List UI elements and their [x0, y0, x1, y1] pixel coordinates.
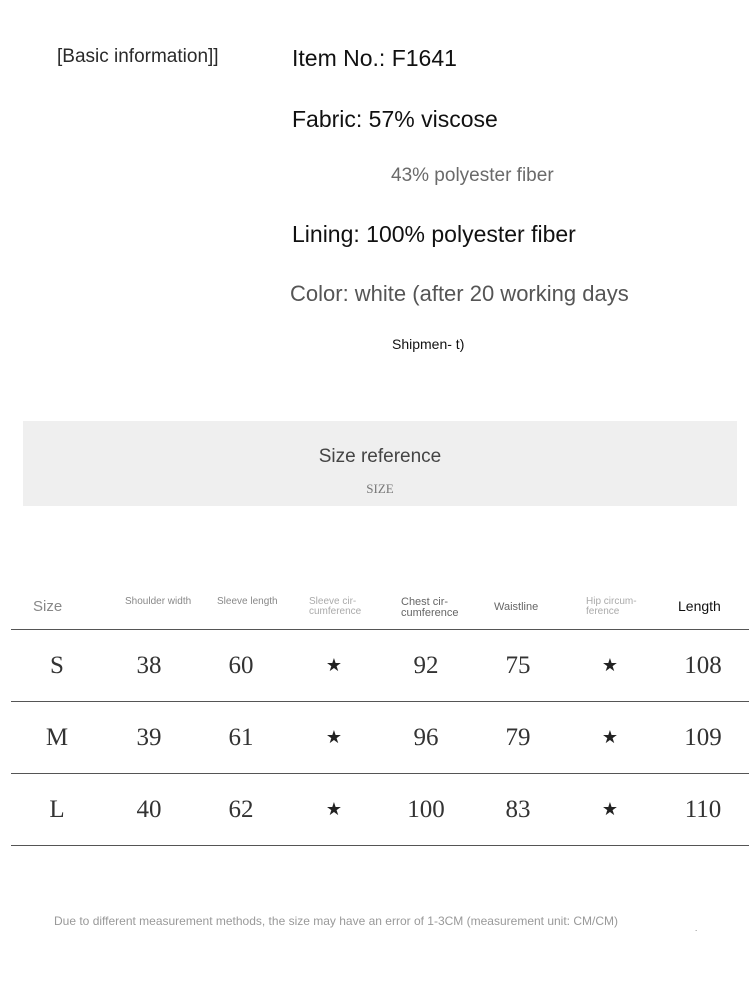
header-chest-circumference: Chest cir- cumference: [401, 596, 459, 619]
cell-chest: 100: [407, 796, 445, 823]
table-row: [11, 630, 749, 701]
lining-info: Lining: 100% polyester fiber: [292, 221, 576, 247]
star-icon: ★: [601, 655, 619, 676]
cell-size: L: [49, 796, 65, 823]
header-sleeve-circumference: Sleeve cir- cumference: [309, 596, 362, 617]
size-reference-title: Size reference: [318, 446, 442, 467]
cell-shoulder-width: 38: [136, 652, 162, 679]
cell-chest: 96: [413, 724, 439, 751]
measurement-footnote: Due to different measurement methods, the size may have an error of 1-3CM (measurement unit: CM/CM): [54, 914, 619, 928]
table-row: [11, 774, 749, 845]
cell-sleeve-length: 61: [228, 724, 254, 751]
cell-size: S: [50, 652, 64, 679]
cell-sleeve-length: 60: [228, 652, 254, 679]
item-number: Item No.: F1641: [292, 45, 457, 71]
cell-length: 110: [684, 796, 722, 823]
table-divider: [11, 845, 749, 846]
cell-length: 108: [684, 652, 722, 679]
cell-waistline: 79: [505, 724, 531, 751]
header-sleeve-length: Sleeve length: [217, 596, 278, 607]
footnote-mark: .: [695, 924, 698, 933]
header-waistline: Waistline: [494, 601, 539, 613]
fabric-info-line2: 43% polyester fiber: [391, 165, 554, 186]
size-reference-banner: [23, 421, 737, 506]
table-row: [11, 702, 749, 773]
size-table-header: [11, 588, 749, 629]
cell-length: 109: [684, 724, 722, 751]
header-hip-circumference: Hip circum- ference: [586, 596, 637, 617]
header-size: Size: [33, 598, 63, 615]
cell-waistline: 75: [505, 652, 531, 679]
star-icon: ★: [601, 799, 619, 820]
size-reference-subtitle: SIZE: [366, 481, 394, 496]
cell-shoulder-width: 39: [136, 724, 162, 751]
shipment-note: Shipmen- t): [392, 336, 465, 352]
size-table: [11, 588, 749, 846]
star-icon: ★: [325, 799, 343, 820]
header-length: Length: [678, 598, 721, 614]
cell-waistline: 83: [505, 796, 531, 823]
cell-chest: 92: [413, 652, 439, 679]
basic-information-label: [Basic information]]: [57, 46, 219, 67]
fabric-info: Fabric: 57% viscose: [292, 106, 498, 132]
cell-sleeve-length: 62: [228, 796, 254, 823]
header-shoulder-width: Shoulder width: [125, 596, 192, 607]
star-icon: ★: [601, 727, 619, 748]
star-icon: ★: [325, 655, 343, 676]
color-info: Color: white (after 20 working days: [290, 281, 629, 306]
cell-size: M: [45, 724, 69, 751]
cell-shoulder-width: 40: [136, 796, 162, 823]
star-icon: ★: [325, 727, 343, 748]
